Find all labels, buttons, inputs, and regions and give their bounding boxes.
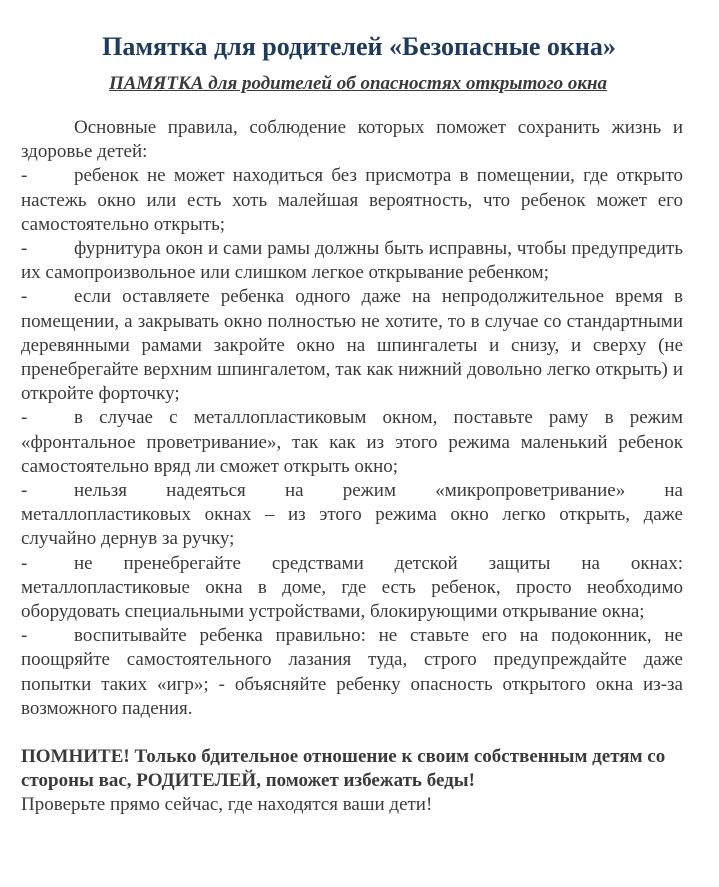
rule-bullet: - <box>21 407 28 429</box>
rule-item <box>21 624 683 721</box>
warning-paragraph: ПОМНИТЕ! Только бдительное отношение к своим собственным детям со стороны вас, РОДИТЕЛЕЙ, поможет избежать беды! <box>21 746 666 792</box>
rule-item <box>21 164 683 237</box>
intro-paragraph: Основные правила, соблюдение которых поможет сохранить жизнь и здоровье детей: <box>21 117 683 163</box>
rule-item <box>21 237 683 285</box>
rule-text: нельзя надеяться на режим «микропроветривание» на металлопластиковых окнах – из этого режима окно легко открыть, даже случайно дернув за ручку; <box>21 480 683 550</box>
rule-text: ребенок не может находиться без присмотра в помещении, где открыто настежь окно или есть хоть малейшая вероятность, что ребенок может его самостоятельно открыть; <box>21 165 683 235</box>
rule-text: не пренебрегайте средствами детской защиты на окнах: металлопластиковые окна в доме, где есть ребенок, просто необходимо оборудовать специальными устройствами, блокирующими открывание окна; <box>21 552 683 623</box>
rule-item <box>21 406 683 479</box>
rule-item <box>21 552 683 625</box>
rule-bullet: - <box>21 625 28 647</box>
rules-list <box>21 164 683 721</box>
document-subtitle: ПАМЯТКА для родителей об опасностях открытого окна <box>108 73 608 94</box>
rule-bullet: - <box>21 238 28 260</box>
document-title: Памятка для родителей «Безопасные окна» <box>102 32 616 61</box>
rule-bullet: - <box>21 165 28 187</box>
rule-text: воспитывайте ребенка правильно: не ставьте его на подоконник, не поощряйте самостоятельного лазания туда, строго предупреждайте даже попытки таких «игр»; - объясняйте ребенку опасность открытого окна из-за возможного падения. <box>21 625 683 719</box>
rule-bullet: - <box>21 286 28 308</box>
rule-bullet: - <box>21 552 28 574</box>
spacer <box>21 721 683 745</box>
rule-text: в случае с металлопластиковым окном, поставьте раму в режим «фронтальное проветривание», так как из этого режима маленький ребенок самостоятельно вряд ли сможет открыть окно; <box>21 407 683 477</box>
rule-bullet: - <box>21 480 28 502</box>
rule-item <box>21 285 683 406</box>
rule-text: фурнитура окон и сами рамы должны быть исправны, чтобы предупредить их самопроизвольное или слишком легкое открывание ребенком; <box>21 238 683 284</box>
closing-line: Проверьте прямо сейчас, где находятся ваши дети! <box>21 794 433 816</box>
document-page <box>21 30 683 818</box>
rule-item <box>21 479 683 552</box>
rule-text: если оставляете ребенка одного даже на непродолжительное время в помещении, а закрывать окно полностью не хотите, то в случае со стандартными деревянными рамами закройте окно на шпингалеты и снизу, и сверху (не пренебрегайте верхним шпингалетом, так как нижний довольно легко открыть) и откройте форточку; <box>21 286 683 405</box>
